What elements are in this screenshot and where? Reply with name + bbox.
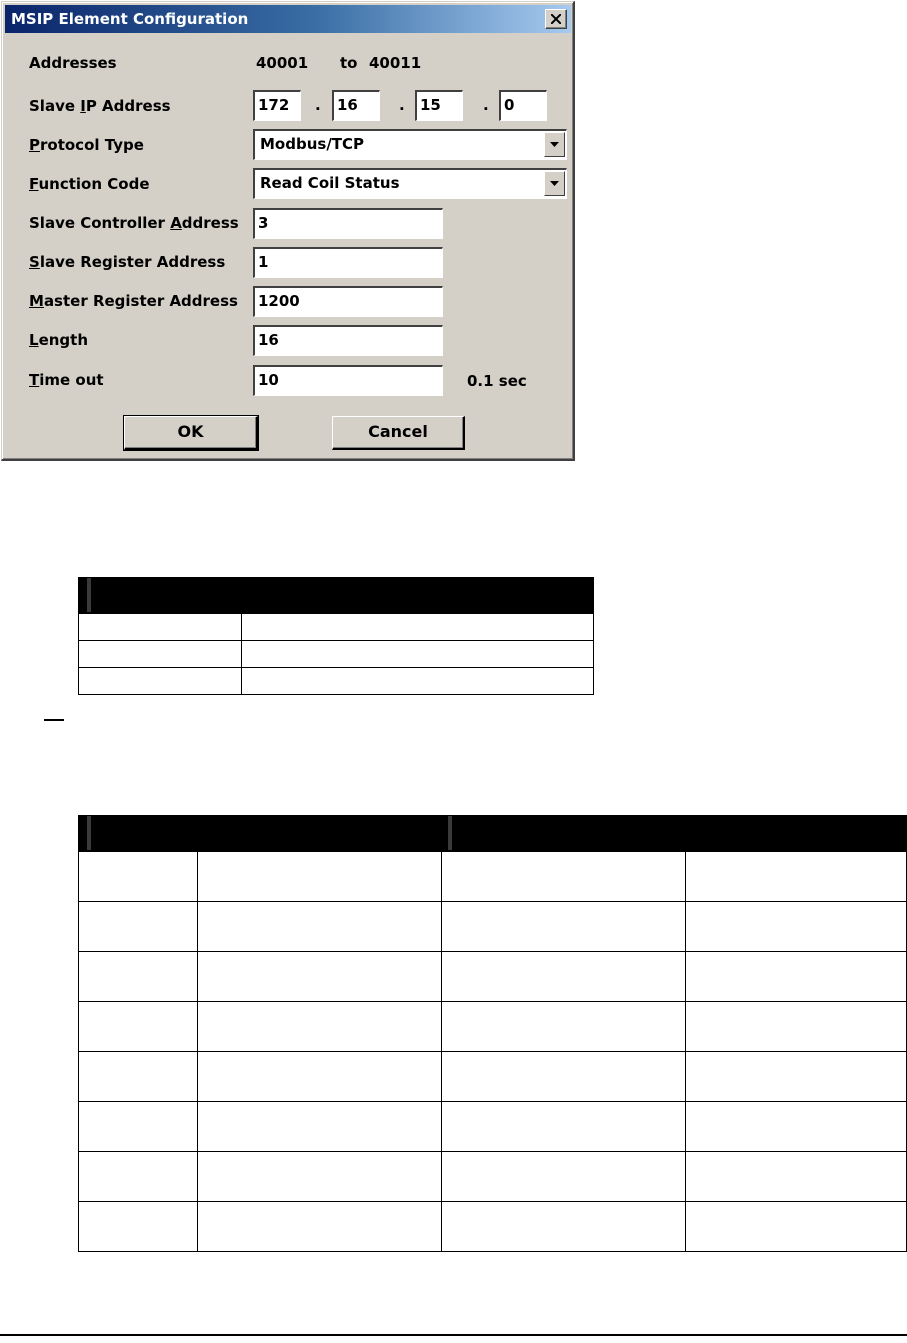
table-cell: [79, 668, 242, 695]
ip-separator: .: [483, 96, 489, 114]
addresses-label: Addresses: [29, 54, 117, 72]
table-cell: [686, 902, 907, 952]
table-cell: [241, 668, 593, 695]
ip-separator: .: [315, 96, 321, 114]
chevron-down-icon: [550, 142, 559, 147]
table-2: [78, 815, 907, 1252]
title-bar[interactable]: [5, 5, 571, 33]
table-header-cell: [197, 816, 441, 852]
page-footer-rule: [0, 1334, 907, 1336]
table-header-row: [79, 816, 907, 852]
protocol-type-label: Protocol Type: [29, 136, 144, 154]
table-cell: [79, 952, 198, 1002]
slave-register-address-label: Slave Register Address: [29, 253, 226, 271]
chevron-down-icon: [550, 181, 559, 186]
close-button[interactable]: [545, 9, 567, 29]
table-cell: [686, 1202, 907, 1252]
table-cell: [79, 1002, 198, 1052]
slave-controller-address-field[interactable]: 3: [253, 208, 443, 239]
table-cell: [441, 952, 686, 1002]
table-row: [79, 668, 594, 695]
table-1: [78, 577, 594, 695]
table-cell: [241, 614, 593, 641]
cancel-button[interactable]: Cancel: [332, 416, 465, 450]
time-out-field[interactable]: 10: [253, 365, 443, 396]
table-header-cell: [241, 578, 593, 614]
table-cell: [441, 1202, 686, 1252]
function-dropdown-button[interactable]: [544, 171, 565, 196]
table-row: [79, 1202, 907, 1252]
table-cell: [441, 1102, 686, 1152]
table-row: [79, 1102, 907, 1152]
table-row: [79, 1152, 907, 1202]
close-icon: [551, 14, 561, 24]
address-to-value: 40011: [369, 54, 422, 72]
table-cell: [197, 1152, 441, 1202]
table-cell: [686, 1002, 907, 1052]
table-row: [79, 614, 594, 641]
table-cell: [197, 952, 441, 1002]
table-cell: [241, 641, 593, 668]
table-header-cell: [79, 578, 242, 614]
ip-separator: .: [399, 96, 405, 114]
table-cell: [197, 902, 441, 952]
table-header-cell: [441, 816, 906, 852]
function-code-label: Function Code: [29, 175, 150, 193]
table-cell: [79, 902, 198, 952]
table-cell: [79, 641, 242, 668]
master-register-address-label: Master Register Address: [29, 292, 238, 310]
slave-register-address-field[interactable]: 1: [253, 247, 443, 278]
table-cell: [686, 1052, 907, 1102]
table-header-cell: [79, 816, 198, 852]
time-out-label: Time out: [29, 371, 104, 389]
table-row: [79, 902, 907, 952]
table-cell: [686, 852, 907, 902]
table-cell: [79, 1052, 198, 1102]
table-cell: [197, 1052, 441, 1102]
protocol-dropdown-button[interactable]: [544, 132, 565, 157]
table-cell: [441, 902, 686, 952]
table-cell: [79, 614, 242, 641]
length-label: Length: [29, 331, 89, 349]
slave-ip-label: Slave IP Address: [29, 97, 171, 115]
ok-button[interactable]: OK: [124, 416, 258, 450]
table-cell: [686, 1102, 907, 1152]
table-cell: [441, 1002, 686, 1052]
table-row: [79, 952, 907, 1002]
function-code-select[interactable]: [253, 168, 567, 199]
table-row: [79, 852, 907, 902]
ip-octet-3-field[interactable]: 15: [415, 90, 463, 121]
table-cell: [197, 1002, 441, 1052]
ip-octet-2-field[interactable]: 16: [332, 90, 380, 121]
table-cell: [197, 1102, 441, 1152]
dialog-title: MSIP Element Configuration: [11, 10, 249, 28]
time-out-unit: 0.1 sec: [467, 372, 527, 390]
table-row: [79, 641, 594, 668]
table-cell: [79, 1202, 198, 1252]
protocol-type-value: Modbus/TCP: [260, 135, 365, 153]
function-code-value: Read Coil Status: [260, 174, 400, 192]
table-cell: [441, 1152, 686, 1202]
table-cell: [197, 852, 441, 902]
address-from-value: 40001: [256, 54, 309, 72]
master-register-address-field[interactable]: 1200: [253, 286, 443, 317]
text-cursor-mark: [44, 719, 64, 721]
table-header-row: [79, 578, 594, 614]
length-field[interactable]: 16: [253, 325, 443, 356]
msip-config-dialog: [1, 1, 575, 461]
slave-controller-address-label: Slave Controller Address: [29, 214, 239, 232]
table-row: [79, 1052, 907, 1102]
table-cell: [79, 1152, 198, 1202]
table-cell: [197, 1202, 441, 1252]
table-cell: [441, 1052, 686, 1102]
table-cell: [79, 852, 198, 902]
table-cell: [79, 1102, 198, 1152]
table-row: [79, 1002, 907, 1052]
table-cell: [686, 1152, 907, 1202]
address-to-label: to: [340, 54, 358, 72]
table-cell: [441, 852, 686, 902]
ip-octet-4-field[interactable]: 0: [499, 90, 547, 121]
protocol-type-select[interactable]: [253, 129, 567, 160]
ip-octet-1-field[interactable]: 172: [253, 90, 301, 121]
table-cell: [686, 952, 907, 1002]
